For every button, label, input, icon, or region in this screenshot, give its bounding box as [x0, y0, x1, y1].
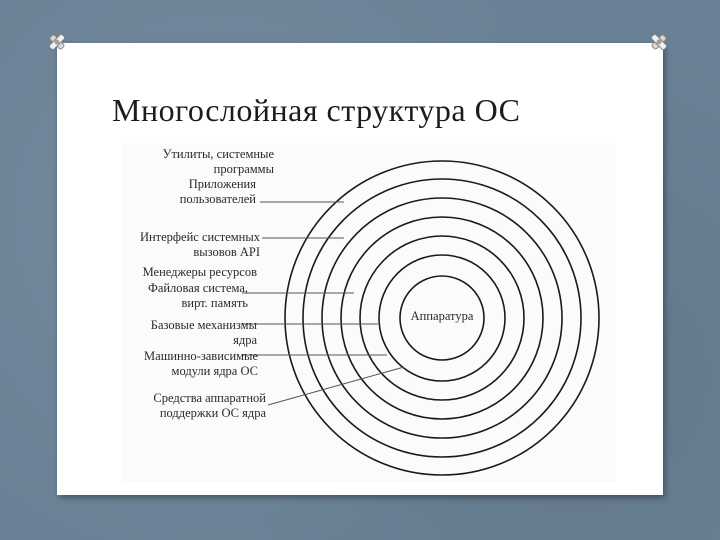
- layer-label-applications: [136, 177, 256, 206]
- label-line: Менеджеры ресурсов: [142, 265, 257, 279]
- label-line: Интерфейс системных: [139, 230, 260, 244]
- label-line: поддержки ОС ядра: [159, 405, 266, 420]
- layer-label-api: [122, 230, 260, 259]
- label-line: Средства аппаратной: [153, 391, 266, 405]
- layer-label-resource-managers: [122, 265, 257, 280]
- pushpin-icon: [648, 31, 670, 53]
- layer-label-utilities: [136, 147, 274, 176]
- label-line: программы: [213, 161, 274, 176]
- label-line: Машинно-зависимые: [144, 349, 258, 363]
- layer-label-kernel-base: [122, 318, 257, 347]
- hardware-label: Аппаратура: [410, 309, 474, 323]
- layer-label-file-system: [122, 281, 248, 310]
- label-line: Приложения: [188, 177, 256, 191]
- label-line: Базовые механизмы: [150, 318, 257, 332]
- label-line: вирт. память: [181, 295, 248, 310]
- label-line: вызовов API: [193, 244, 260, 259]
- label-line: Утилиты, системные: [162, 147, 274, 161]
- pushpin-icon: [46, 31, 68, 53]
- label-line: Файловая система,: [147, 281, 248, 295]
- label-line: ядра: [233, 332, 257, 347]
- layer-label-hw-support: [122, 391, 266, 420]
- layer-label-machine-dependent: [122, 349, 258, 378]
- slide-title: Многослойная структура ОС: [112, 92, 521, 128]
- label-line: пользователей: [179, 191, 256, 206]
- label-line: модули ядра ОС: [171, 363, 258, 378]
